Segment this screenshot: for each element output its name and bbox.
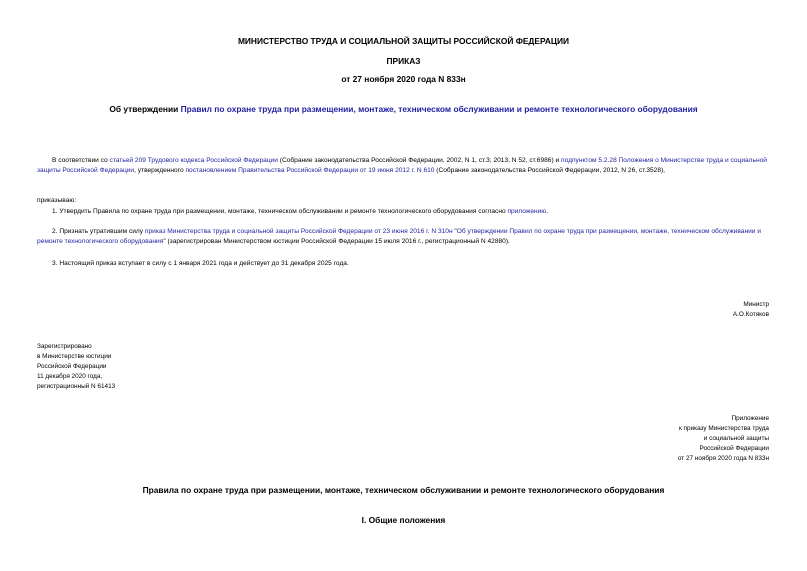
rules-link[interactable]: Правил по охране труда при размещении, монтаже, техническом обслуживании и ремонте технологического оборудования: [180, 104, 698, 114]
item-2-text-3: " (зарегистрирован Министерством юстиции Российской Федерации 15 июля 2016 г., регистрационный N 42880).: [163, 238, 510, 245]
doc-date-heading: от 27 ноября 2020 года N 833н: [341, 74, 466, 84]
appendix-note-line: к приказу Министерства труда: [678, 425, 769, 432]
government-decree-link[interactable]: постановлением Правительства Российской Федерации от 19 июня 2012 г. N 610: [185, 167, 435, 174]
doc-title-prefix: Об утверждении: [109, 104, 181, 114]
preamble-text-1: В соответствии со: [52, 157, 110, 164]
appendix-note-line: от 27 ноября 2020 года N 833н: [677, 455, 769, 462]
signature-name: А.О.Котяков: [732, 311, 769, 318]
ministry-regulation-link[interactable]: подпунктом 5.2.28 Положения о Министерстве труда и социальной защиты Российской Федерации: [37, 157, 767, 174]
item-1-text: 1. Утвердить Правила по охране труда при размещении, монтаже, техническом обслуживании и ремонте технологического оборудования согласно: [52, 208, 508, 215]
doc-title: [0, 104, 807, 115]
appendix-link[interactable]: приложению: [507, 208, 547, 215]
order-310n-title-link[interactable]: Об утверждении Правил по охране труда при размещении, монтаже, техническом обслуживании и ремонте технологического оборудования: [37, 228, 761, 245]
item-2: [37, 227, 770, 247]
signature-position: Министр: [743, 301, 769, 308]
preamble-text-4: (Собрание законодательства Российской Федерации, 2012, N 26, ст.3528),: [434, 167, 666, 174]
registration-line: Зарегистрировано: [37, 343, 92, 350]
item-1-end: .: [546, 208, 549, 215]
preamble-text-3: , утвержденного: [134, 167, 186, 174]
signature-block: [733, 300, 769, 320]
registration-block: [37, 342, 115, 392]
labor-code-link[interactable]: статьей 209 Трудового кодекса Российской Федерации: [109, 157, 278, 164]
appendix-note-block: [678, 414, 769, 464]
doc-type-heading: ПРИКАЗ: [386, 56, 421, 66]
ministry-heading: МИНИСТЕРСТВО ТРУДА И СОЦИАЛЬНОЙ ЗАЩИТЫ РОССИЙСКОЙ ФЕДЕРАЦИИ: [237, 36, 570, 46]
appendix-note-line: Приложение: [731, 415, 769, 422]
rules-title: Правила по охране труда при размещении, монтаже, техническом обслуживании и ремонте технологического оборудования: [142, 485, 665, 495]
registration-line: регистрационный N 61413: [37, 383, 116, 390]
item-2-text-2: ": [452, 228, 457, 235]
registration-line: 11 декабря 2020 года,: [37, 373, 103, 380]
preamble-paragraph: [37, 156, 770, 176]
section-title: I. Общие положения: [361, 515, 446, 525]
registration-line: в Министерстве юстиции: [37, 353, 112, 360]
appendix-note-line: и социальной защиты: [703, 435, 769, 442]
item-1: [37, 207, 770, 217]
item-2-text-1: 2. Признать утратившим силу: [52, 228, 145, 235]
order-word: приказываю:: [37, 197, 77, 204]
item-3: [37, 259, 770, 269]
order-310n-link[interactable]: приказ Министерства труда и социальной защиты Российской Федерации от 23 июня 2016 г. N 310н: [144, 228, 453, 235]
appendix-note-line: Российской Федерации: [699, 445, 769, 452]
item-3-text: 3. Настоящий приказ вступает в силу с 1 января 2021 года и действует до 31 декабря 2025 года.: [52, 260, 349, 267]
registration-line: Российской Федерации: [37, 363, 107, 370]
preamble-text-2: (Собрание законодательства Российской Федерации, 2002, N 1, ст.3; 2013, N 52, ст.6986) и: [277, 157, 562, 164]
